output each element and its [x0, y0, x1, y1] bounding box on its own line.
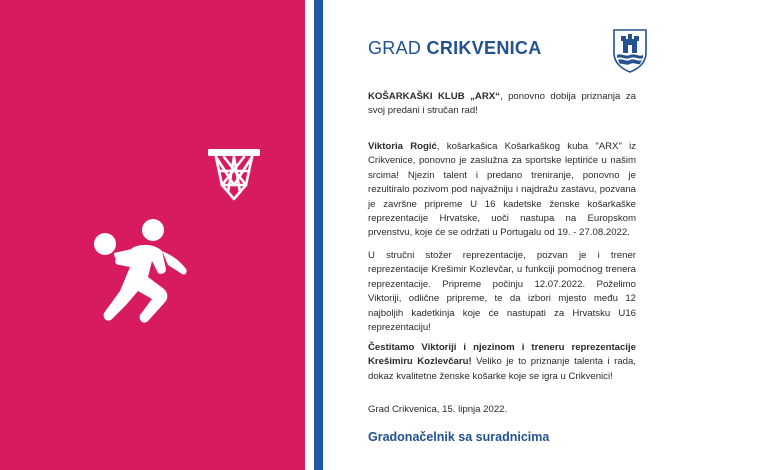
signature: Gradonačelnik sa suradnicima: [368, 430, 550, 444]
title-bold: CRIKVENICA: [426, 38, 542, 58]
club-name: KOŠARKAŠKI KLUB „ARX“: [368, 91, 500, 102]
player-name: Viktoria Rogić: [368, 141, 437, 152]
congrats-bold: Čestitamo Viktoriji i njezinom i treneru reprezentacije Krešimiru Kozlevčaru!: [368, 342, 636, 368]
congrats-paragraph: [368, 341, 636, 384]
basketball-player-icon: [86, 215, 216, 325]
congrats-text: Veliko je to priznanje talenta i rada, dokaz kvalitetne ženske košarke koje se igra u Crikvenici!: [368, 356, 636, 382]
pink-side-panel: [0, 0, 305, 470]
staff-paragraph: U stručni stožer reprezentacije, pozvan je i trener reprezentacije Krešimir Kozlevčar, u funkciji pomoćnog trenera reprezentacije. Pripreme počinju 12.07.2022. Poželimo Viktoriji, odlične pripreme, te da izbori mjesto među 12 najboljih kadetkinja koje će nastupati za Hrvatsku U16 reprezentaciju!: [368, 250, 636, 334]
player-text: , košarkašica Košarkaškog kuba "ARX" iz Crikvenice, ponovno je zaslužna za sportske leptiriće u našim srcima! Njezin talent i predano treniranje, ponovno je rezultiralo pozivom pod najvažniju i najdražu zastavu, pozvana je završne pripreme U 16 kadetske ženske košarkaške reprezentacije Hrvatske, uoči nastupa na Europskom prvenstvu, koje će se održati u Portugalu od 19. - 27.08.2022.: [368, 141, 636, 239]
title-light: GRAD: [368, 38, 427, 58]
basketball-hoop-icon: [206, 143, 262, 205]
player-paragraph: [368, 140, 636, 241]
page-title: [368, 38, 542, 59]
blue-divider-stripe: [314, 0, 323, 470]
intro-text: , ponovno dobija priznanja za svoj predani i stručan rad!: [368, 91, 637, 117]
intro-paragraph: [368, 90, 636, 119]
letter-date: Grad Crikvenica, 15. lipnja 2022.: [368, 404, 508, 415]
city-coat-of-arms: [612, 27, 648, 73]
